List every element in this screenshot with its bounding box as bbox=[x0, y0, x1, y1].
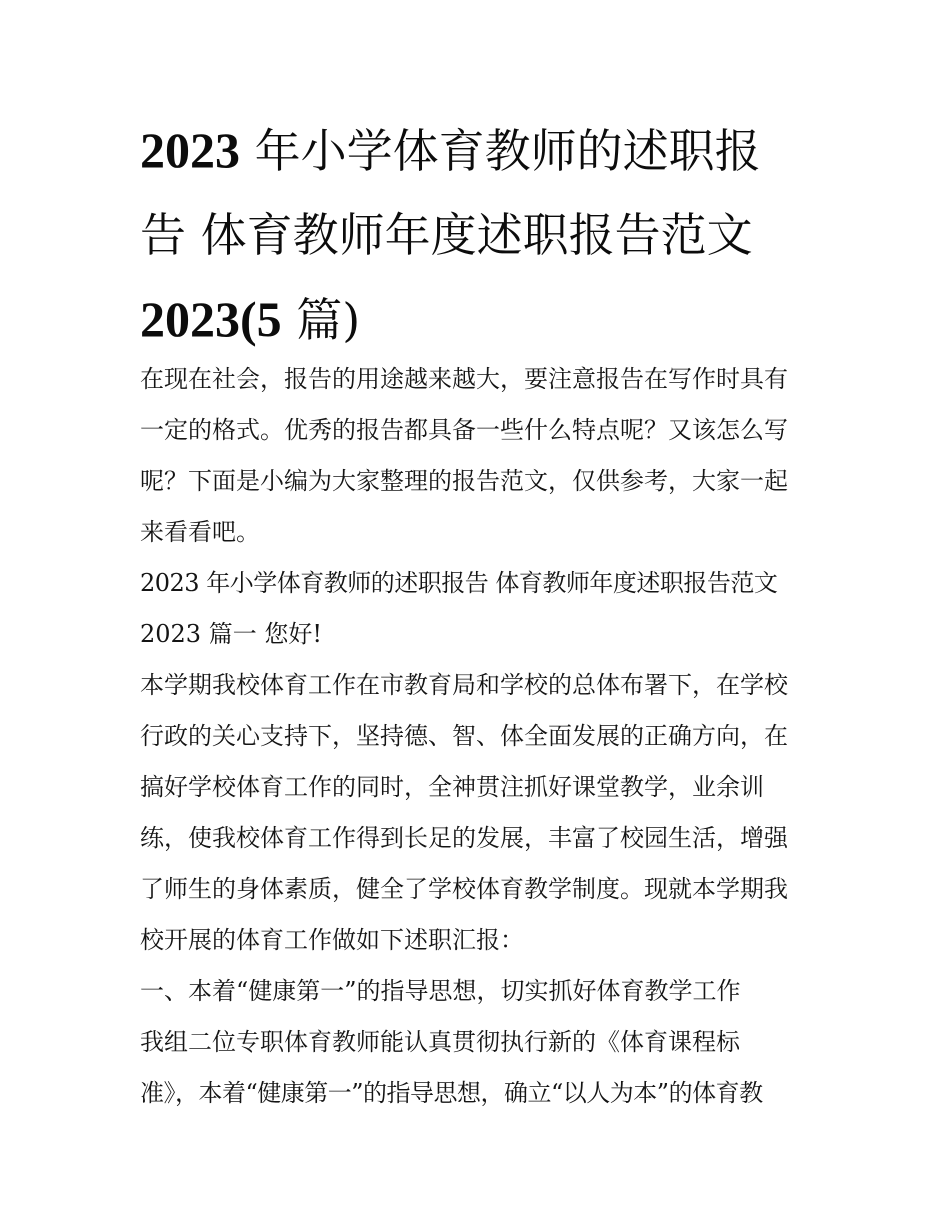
body-line: 呢？下面是小编为大家整理的报告范文，仅供参考，大家一起 bbox=[140, 467, 788, 495]
body-line: 搞好学校体育工作的同时，全神贯注抓好课堂教学，业余训 bbox=[140, 773, 764, 801]
title-line-2 bbox=[140, 193, 820, 277]
document-body bbox=[140, 354, 830, 1119]
body-line: 来看看吧。 bbox=[140, 518, 260, 546]
title-text: 篇) bbox=[281, 293, 361, 347]
body-line: 本学期我校体育工作在市教育局和学校的总体布署下，在学校 bbox=[140, 671, 788, 699]
body-line: 在现在社会，报告的用途越来越大，要注意报告在写作时具有 bbox=[140, 365, 788, 393]
body-line: 我组二位专职体育教师能认真贯彻执行新的《体育课程标 bbox=[140, 1028, 740, 1056]
body-line: 一定的格式。优秀的报告都具备一些什么特点呢？又该怎么写 bbox=[140, 416, 788, 444]
title-text: 告 体育教师年度述职报告范文 bbox=[140, 208, 753, 262]
title-number: 2023 bbox=[140, 122, 240, 178]
section-heading: 一、本着“健康第一”的指导思想，切实抓好体育教学工作 bbox=[140, 977, 741, 1005]
title-line-3 bbox=[140, 277, 820, 362]
title-line-1 bbox=[140, 108, 820, 193]
document-title bbox=[140, 108, 820, 362]
body-line: 校开展的体育工作做如下述职汇报： bbox=[140, 926, 524, 954]
title-text: 年小学体育教师的述职报 bbox=[240, 124, 761, 178]
body-line: 2023 篇一 您好! bbox=[140, 620, 322, 648]
body-line: 练，使我校体育工作得到长足的发展，丰富了校园生活，增强 bbox=[140, 824, 788, 852]
title-number: 2023(5 bbox=[140, 291, 282, 347]
body-line: 2023 年小学体育教师的述职报告 体育教师年度述职报告范文 bbox=[140, 569, 778, 597]
body-line: 了师生的身体素质，健全了学校体育教学制度。现就本学期我 bbox=[140, 875, 788, 903]
body-line: 准》，本着“健康第一”的指导思想，确立“以人为本”的体育教 bbox=[140, 1079, 763, 1107]
body-line: 行政的关心支持下，坚持德、智、体全面发展的正确方向，在 bbox=[140, 722, 788, 750]
